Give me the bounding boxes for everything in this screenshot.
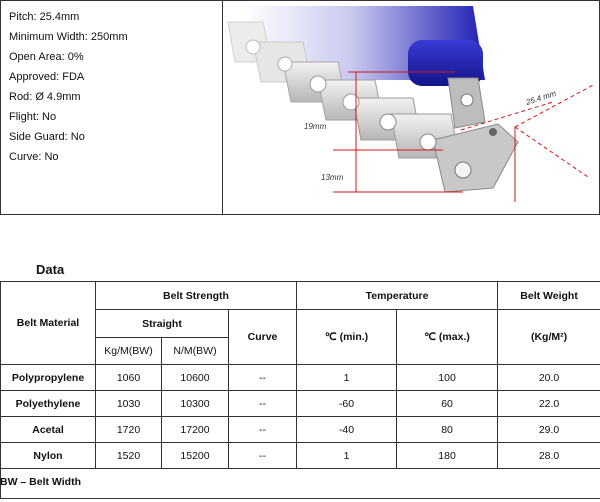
table-row <box>1 443 600 469</box>
cell-temp-min: -40 <box>297 417 397 443</box>
header-temperature: Temperature <box>297 282 498 310</box>
cell-temp-max: 100 <box>397 365 498 391</box>
header-weight-unit: (Kg/M²) <box>498 310 600 365</box>
spec-approved <box>9 67 128 87</box>
spec-label: Pitch <box>9 11 34 23</box>
cell-weight: 20.0 <box>498 365 600 391</box>
spec-sep: : <box>33 11 40 23</box>
spec-rod <box>9 87 128 107</box>
footnote-cell <box>1 469 600 499</box>
dimension-thickness-label: 13mm <box>321 173 344 182</box>
header-belt-weight: Belt Weight <box>498 282 600 310</box>
cell-weight: 22.0 <box>498 391 600 417</box>
cell-material: Polypropylene <box>1 365 96 391</box>
header-straight: Straight <box>96 310 229 338</box>
cell-material: Acetal <box>1 417 96 443</box>
header-curve: Curve <box>229 310 297 365</box>
spec-panel <box>0 0 600 215</box>
header-kg-per-m: Kg/M(BW) <box>96 338 162 365</box>
spec-value: Ø 4.9mm <box>35 91 81 103</box>
table-row <box>1 417 600 443</box>
spec-sep: : <box>29 91 36 103</box>
cell-nm: 15200 <box>162 443 229 469</box>
cell-curve: -- <box>229 443 297 469</box>
cell-curve: -- <box>229 417 297 443</box>
spec-value: 25.4mm <box>39 11 80 23</box>
spec-label: Approved <box>9 71 57 83</box>
spec-value: FDA <box>62 71 85 83</box>
spec-sep: : <box>84 31 91 43</box>
spec-value: No <box>42 111 57 123</box>
spec-label: Curve <box>9 151 39 163</box>
spec-label: Rod <box>9 91 30 103</box>
table-row <box>1 391 600 417</box>
spec-open-area <box>9 47 128 67</box>
spec-sep: : <box>64 131 71 143</box>
spec-pitch <box>9 7 128 27</box>
spec-value: No <box>70 131 85 143</box>
header-belt-material: Belt Material <box>1 282 96 365</box>
table-row <box>1 365 600 391</box>
header-row-1 <box>1 282 600 310</box>
cell-material: Nylon <box>1 443 96 469</box>
cell-material: Polyethylene <box>1 391 96 417</box>
spec-label: Open Area <box>9 51 62 63</box>
spec-sep: : <box>56 71 63 83</box>
cell-curve: -- <box>229 391 297 417</box>
belt-module-illustration <box>223 2 599 214</box>
spec-value: 250mm <box>90 31 128 43</box>
spec-min-width <box>9 27 128 47</box>
cell-weight: 29.0 <box>498 417 600 443</box>
cell-nm: 10300 <box>162 391 229 417</box>
dimension-pitch-label: 25.4 mm <box>524 88 558 107</box>
cell-temp-min: 1 <box>297 443 397 469</box>
belt-data-table <box>0 281 600 499</box>
spec-sep: : <box>61 51 68 63</box>
header-temp-max: ℃ (max.) <box>397 310 498 365</box>
header-temp-min: ℃ (min.) <box>297 310 397 365</box>
spec-sep: : <box>35 111 43 123</box>
spec-label: Side Guard <box>9 131 65 143</box>
dimension-height-label: 19mm <box>304 122 327 131</box>
footnote-row <box>1 469 600 499</box>
cell-kgm: 1520 <box>96 443 162 469</box>
spec-sep: : <box>38 151 45 163</box>
cell-temp-max: 180 <box>397 443 498 469</box>
header-belt-strength: Belt Strength <box>96 282 297 310</box>
spec-curve <box>9 147 128 167</box>
cell-curve: -- <box>229 365 297 391</box>
header-n-per-m: N/M(BW) <box>162 338 229 365</box>
cell-temp-max: 60 <box>397 391 498 417</box>
cell-temp-min: 1 <box>297 365 397 391</box>
cell-nm: 10600 <box>162 365 229 391</box>
spec-value: No <box>44 151 59 163</box>
spec-list <box>9 7 128 167</box>
cell-temp-min: -60 <box>297 391 397 417</box>
spec-side-guard <box>9 127 128 147</box>
cell-temp-max: 80 <box>397 417 498 443</box>
cell-weight: 28.0 <box>498 443 600 469</box>
belt-width-footnote: BW – Belt Width <box>0 476 81 488</box>
cell-kgm: 1720 <box>96 417 162 443</box>
spec-label: Minimum Width <box>9 31 85 43</box>
cell-kgm: 1060 <box>96 365 162 391</box>
cell-nm: 17200 <box>162 417 229 443</box>
spec-value: 0% <box>67 51 84 63</box>
spec-flight <box>9 107 128 127</box>
cell-kgm: 1030 <box>96 391 162 417</box>
spec-label: Flight <box>9 111 36 123</box>
data-section-title: Data <box>36 262 65 277</box>
